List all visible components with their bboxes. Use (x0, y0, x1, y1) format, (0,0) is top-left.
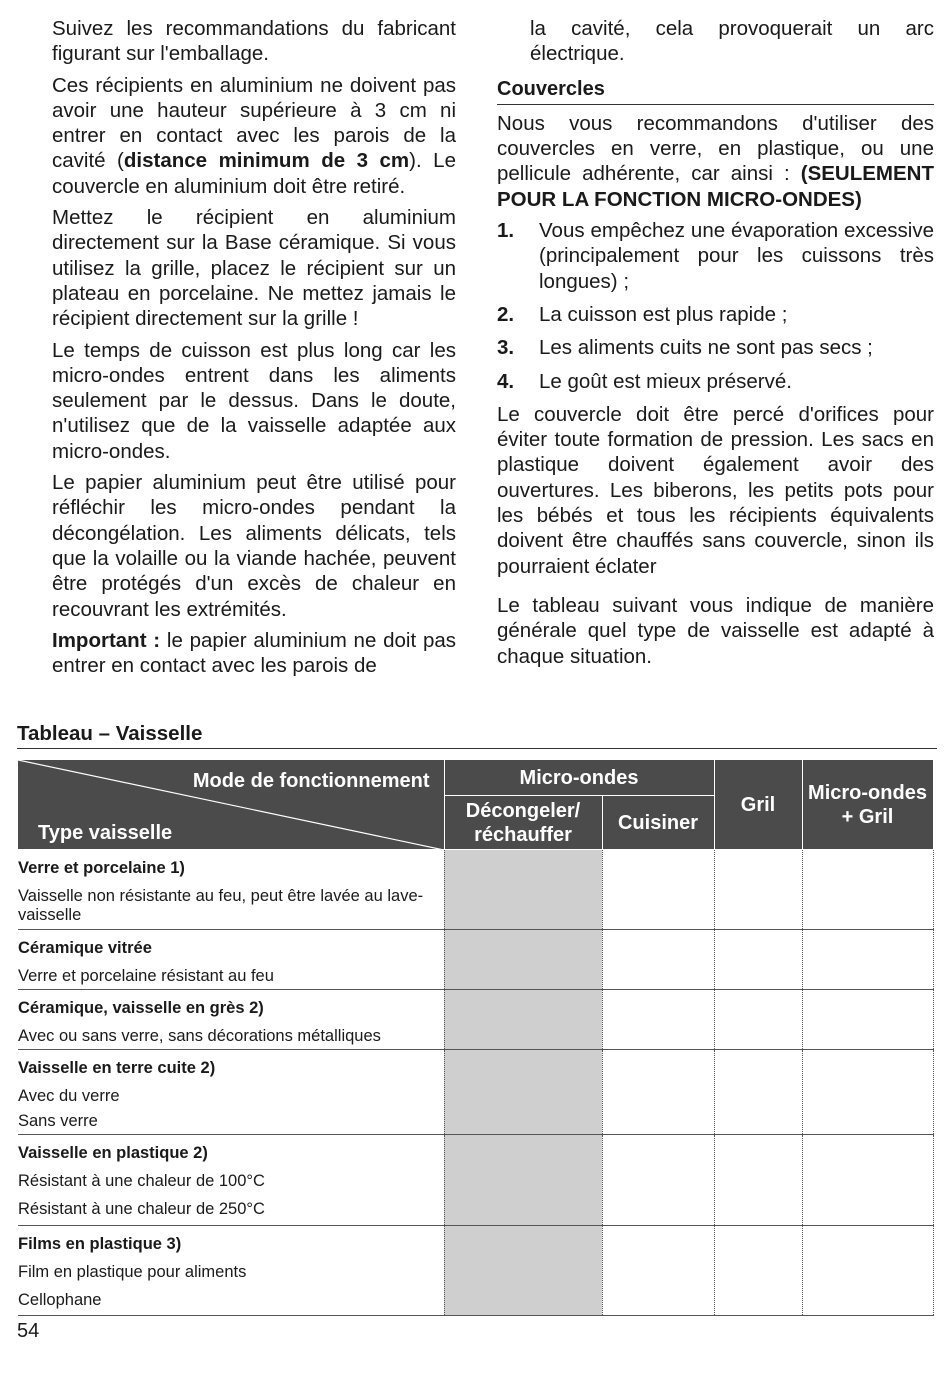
cell-combo (802, 850, 933, 930)
bold-text: distance minimum de 3 cm (123, 149, 410, 173)
table-row (18, 990, 933, 1050)
header-microwave: Micro-ondes (444, 760, 714, 796)
cell-grill (714, 1050, 802, 1135)
paragraph-cooking-time: Le temps de cuisson est plus long car les micro-ondes entrent dans les aliments seulement par le dessus. Dans le doute, n'utilisez que de la vaisselle adaptée aux micro-ondes. (52, 338, 456, 463)
cell-grill (714, 1135, 802, 1226)
cell-cook (602, 1135, 714, 1226)
list-text: Les aliments cuits ne sont pas secs ; (539, 336, 873, 360)
cell-grill (714, 930, 802, 990)
list-text: Vous empêchez une évaporation excessive (principalement pour les cuissons très longues) ; (539, 219, 934, 293)
group-title: Vaisselle en plastique 2) (18, 1144, 208, 1162)
important-label: Important : (52, 628, 161, 652)
group-title: Vaisselle en terre cuite 2) (18, 1059, 216, 1077)
cell-cook (602, 930, 714, 990)
cell-defrost (444, 1226, 602, 1316)
row-label (18, 930, 444, 990)
cell-defrost (444, 1135, 602, 1226)
list-text: Le goût est mieux préservé. (539, 369, 792, 393)
paragraph-lids-intro (497, 111, 934, 212)
group-item: Vaisselle non résistante au feu, peut être lavée au lave-vaisselle (18, 887, 424, 924)
group-item: Résistant à une chaleur de 250°C (18, 1200, 265, 1218)
group-item: Avec du verre (18, 1087, 120, 1105)
cell-cook (602, 1050, 714, 1135)
text: le papier aluminium ne doit pas entrer en contact avec les parois de (52, 628, 456, 678)
right-column (497, 16, 934, 675)
table-row (18, 1226, 933, 1316)
cell-combo (802, 1050, 933, 1135)
table-title: Tableau – Vaisselle (17, 722, 937, 749)
paragraph-aluminium-height (52, 73, 456, 199)
cell-combo (802, 1135, 933, 1226)
list-item (497, 369, 934, 394)
header-diagonal-cell (18, 760, 444, 850)
paragraph-continued: la cavité, cela provoquerait un arc électrique. (530, 17, 934, 66)
cell-cook (602, 850, 714, 930)
text: Ces récipients en aluminium ne doivent pas avoir une hauteur supérieure à 3 cm ni entrer en contact avec les parois de la cavité ( (52, 73, 456, 173)
header-defrost: Décongeler/ réchauffer (444, 796, 602, 850)
header-grill: Gril (714, 760, 802, 850)
table-row (18, 1135, 933, 1226)
list-number: 4. (497, 369, 515, 393)
group-title: Céramique, vaisselle en grès 2) (18, 999, 264, 1017)
group-item: Cellophane (18, 1291, 102, 1309)
list-number: 2. (497, 302, 515, 326)
cell-grill (714, 850, 802, 930)
group-item: Avec ou sans verre, sans décorations métalliques (18, 1027, 381, 1045)
text: ). Le couvercle en aluminium doit être retiré. (52, 149, 456, 198)
section-heading-couvercles: Couvercles (497, 77, 934, 105)
header-cook: Cuisiner (602, 796, 714, 850)
paragraph-manufacturer: Suivez les recommandations du fabricant figurant sur l'emballage. (52, 17, 456, 66)
paragraph-ceramic-base: Mettez le récipient en aluminium directement sur la Base céramique. Si vous utilisez la grille, placez le récipient sur un plateau en porcelaine. Ne mettez jamais le récipient directement sur la grille ! (52, 206, 456, 331)
table-row (18, 930, 933, 990)
page-number: 54 (17, 1320, 40, 1342)
row-label (18, 990, 444, 1050)
group-title: Céramique vitrée (18, 939, 152, 957)
text: Nous vous recommandons d'utiliser des couvercles en verre, en plastique, ou une pellicule adhérente, car ainsi : (497, 111, 934, 186)
row-label (18, 1135, 444, 1226)
group-item: Sans verre (18, 1112, 98, 1130)
group-title: Verre et porcelaine 1) (18, 859, 185, 877)
cell-defrost (444, 930, 602, 990)
list-number: 3. (497, 336, 515, 360)
group-title: Films en plastique 3) (18, 1235, 182, 1253)
cell-cook (602, 990, 714, 1050)
cell-cook (602, 1226, 714, 1316)
row-label (18, 1226, 444, 1316)
cell-combo (802, 990, 933, 1050)
group-item: Résistant à une chaleur de 100°C (18, 1172, 265, 1190)
header-combo: Micro-ondes + Gril (802, 760, 933, 850)
list-text: La cuisson est plus rapide ; (539, 302, 788, 326)
list-item (497, 335, 934, 360)
cell-defrost (444, 1050, 602, 1135)
paragraph-important (52, 628, 456, 679)
cell-defrost (444, 850, 602, 930)
list-item (497, 218, 934, 294)
table-row (18, 850, 933, 930)
table-row (18, 1050, 933, 1135)
list-item (497, 302, 934, 327)
list-number: 1. (497, 219, 515, 243)
dishware-table (18, 759, 934, 1316)
benefits-list (497, 218, 934, 394)
header-mode: Mode de fonctionnement (192, 770, 430, 792)
cell-defrost (444, 990, 602, 1050)
group-item: Film en plastique pour aliments (18, 1263, 247, 1281)
cell-combo (802, 1226, 933, 1316)
paragraph-table-intro: Le tableau suivant vous indique de manière générale quel type de vaisselle est adapté à chaque situation. (497, 593, 934, 668)
left-column (52, 16, 456, 684)
group-item: Verre et porcelaine résistant au feu (18, 967, 274, 985)
cell-grill (714, 990, 802, 1050)
row-label (18, 850, 444, 930)
header-type: Type vaisselle (38, 822, 173, 844)
row-label (18, 1050, 444, 1135)
paragraph-aluminium-foil: Le papier aluminium peut être utilisé pour réfléchir les micro-ondes pendant la décongélation. Les aliments délicats, tels que la volaille ou la viande hachée, peuvent être protégés d'un excès de chaleur en recouvrant les extrémités. (52, 471, 456, 621)
bold-text: (SEULEMENT POUR LA FONCTION MICRO-ONDES) (497, 162, 934, 211)
cell-combo (802, 930, 933, 990)
cell-grill (714, 1226, 802, 1316)
paragraph-lid-holes: Le couvercle doit être percé d'orifices pour éviter toute formation de pression. Les sacs en plastique doivent également avoir des ouvertures. Les biberons, les petits pots pour les bébés et tous les récipients équivalents doivent être chauffés sans couvercle, sinon ils pourraient éclater (497, 402, 934, 578)
